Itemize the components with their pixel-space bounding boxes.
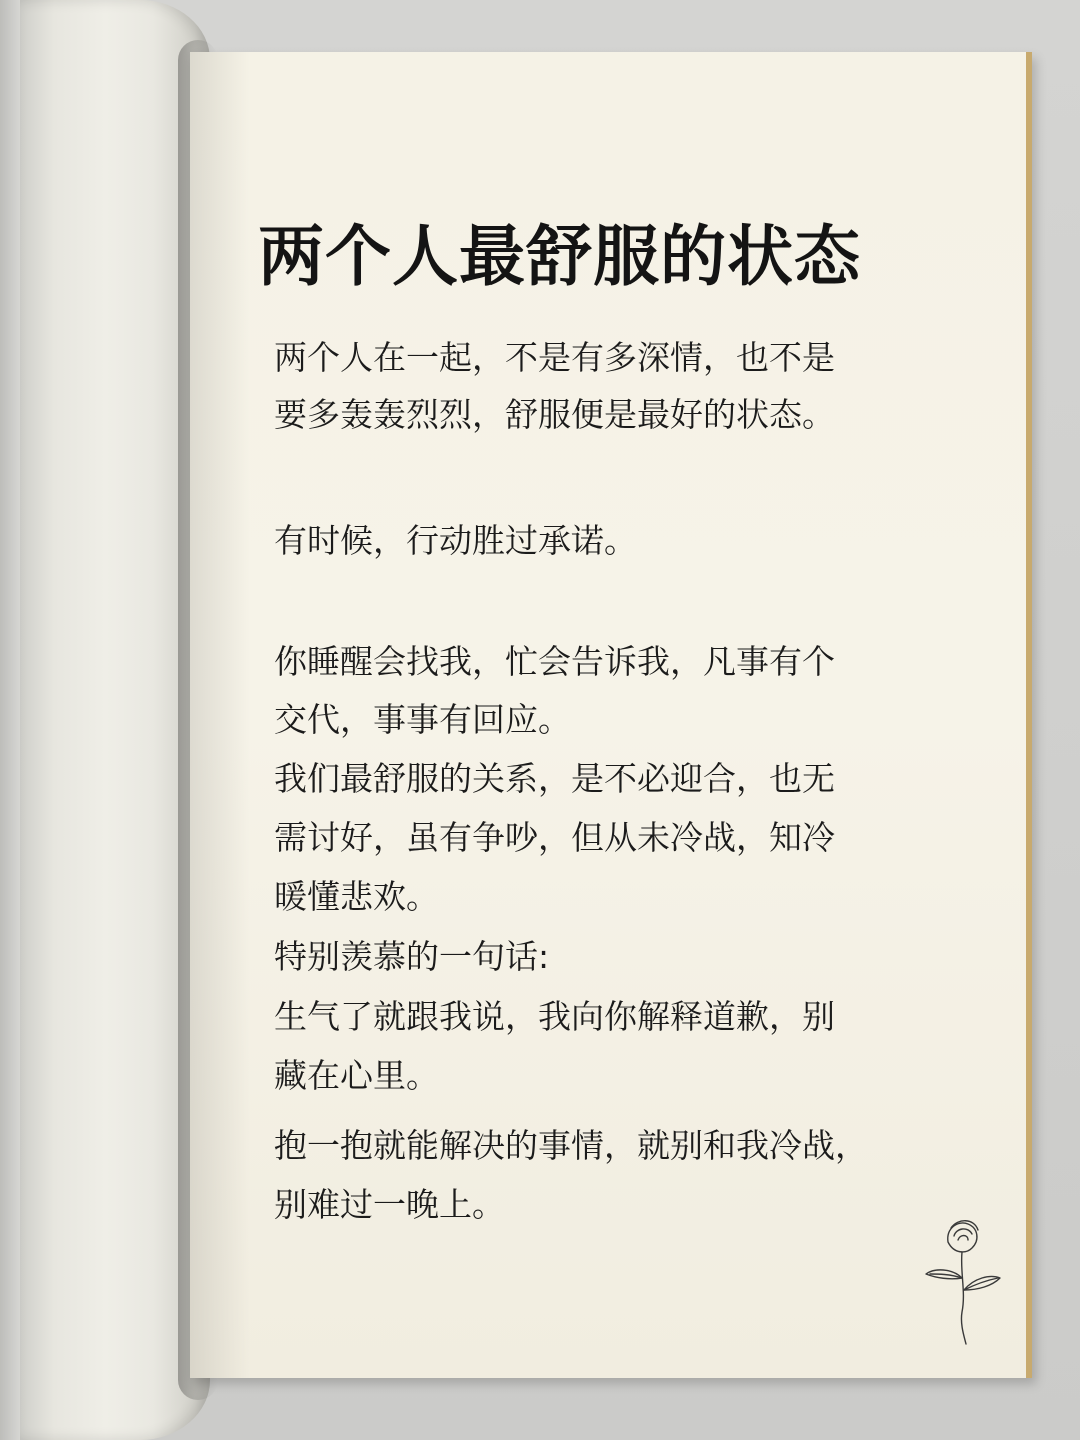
body-line: 藏在心里。: [274, 1056, 439, 1095]
body-line: 暖懂悲欢。: [274, 877, 439, 916]
body-line: 需讨好，虽有争吵，但从未冷战，知冷: [274, 818, 835, 857]
left-page-edge: [0, 0, 20, 1440]
body-line: 特别羡慕的一句话:: [274, 937, 550, 976]
body-line: 抱一抱就能解决的事情，就别和我冷战，: [274, 1126, 868, 1165]
body-line: 要多轰轰烈烈，舒服便是最好的状态。: [274, 395, 835, 434]
body-line: 交代，事事有回应。: [274, 700, 571, 739]
body-line: 你睡醒会找我，忙会告诉我，凡事有个: [274, 642, 835, 681]
body-line: 生气了就跟我说，我向你解释道歉，别: [274, 997, 835, 1036]
page-title: 两个人最舒服的状态: [258, 218, 861, 295]
rose-line-drawing-icon: [918, 1212, 1008, 1346]
body-line: 两个人在一起，不是有多深情，也不是: [274, 338, 835, 377]
body-line: 我们最舒服的关系，是不必迎合，也无: [274, 759, 835, 798]
body-line: 别难过一晚上。: [274, 1185, 505, 1224]
body-line: 有时候，行动胜过承诺。: [274, 521, 637, 560]
